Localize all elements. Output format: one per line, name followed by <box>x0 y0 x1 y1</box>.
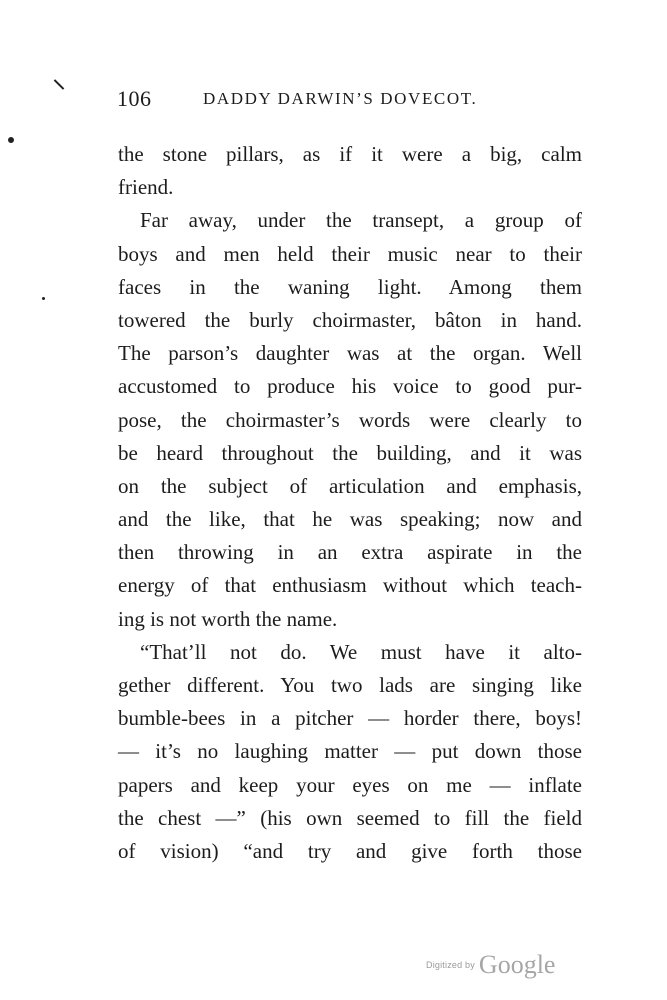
text-line: faces in the waning light. Among them <box>118 274 582 299</box>
page-header <box>117 86 583 116</box>
body-text <box>118 138 582 868</box>
watermark-prefix: Digitized by <box>426 960 475 970</box>
text-line: boys and men held their music near to their <box>118 241 582 266</box>
text-line: papers and keep your eyes on me — inflate <box>118 772 582 797</box>
watermark-brand: Google <box>478 950 556 979</box>
text-line: pose, the choirmaster’s words were clearly to <box>118 407 582 432</box>
text-line: the stone pillars, as if it were a big, calm <box>118 142 582 166</box>
text-line: and the like, that he was speaking; now and <box>118 507 582 532</box>
text-line: be heard throughout the building, and it was <box>118 440 582 465</box>
margin-stroke-mark <box>54 79 65 90</box>
text-line: energy of that enthusiasm without which teach- <box>118 573 582 598</box>
digitized-watermark <box>426 950 555 980</box>
margin-ink-dot <box>8 137 14 143</box>
page-number: 106 <box>117 86 152 111</box>
text-line: then throwing in an extra aspirate in the <box>118 540 582 565</box>
text-line: bumble-bees in a pitcher — horder there, boys! <box>118 706 582 731</box>
text-line: Far away, under the transept, a group of <box>140 208 582 233</box>
running-title: DADDY DARWIN’S DOVECOT. <box>203 89 478 108</box>
text-line: — it’s no laughing matter — put down those <box>118 739 582 764</box>
margin-ink-speck <box>42 297 45 300</box>
text-line: accustomed to produce his voice to good pur- <box>118 374 582 399</box>
text-line: of vision) “and try and give forth those <box>118 838 582 863</box>
text-line: the chest —” (his own seemed to fill the field <box>118 805 582 830</box>
text-line: towered the burly choirmaster, bâton in hand. <box>118 307 582 332</box>
text-line: “That’ll not do. We must have it alto- <box>140 639 582 664</box>
text-line: friend. <box>118 175 174 200</box>
text-line: ing is not worth the name. <box>118 606 338 631</box>
text-line: The parson’s daughter was at the organ. Well <box>118 341 582 366</box>
text-line: on the subject of articulation and emphasis, <box>118 473 582 498</box>
text-line: gether different. You two lads are singing like <box>118 673 582 697</box>
